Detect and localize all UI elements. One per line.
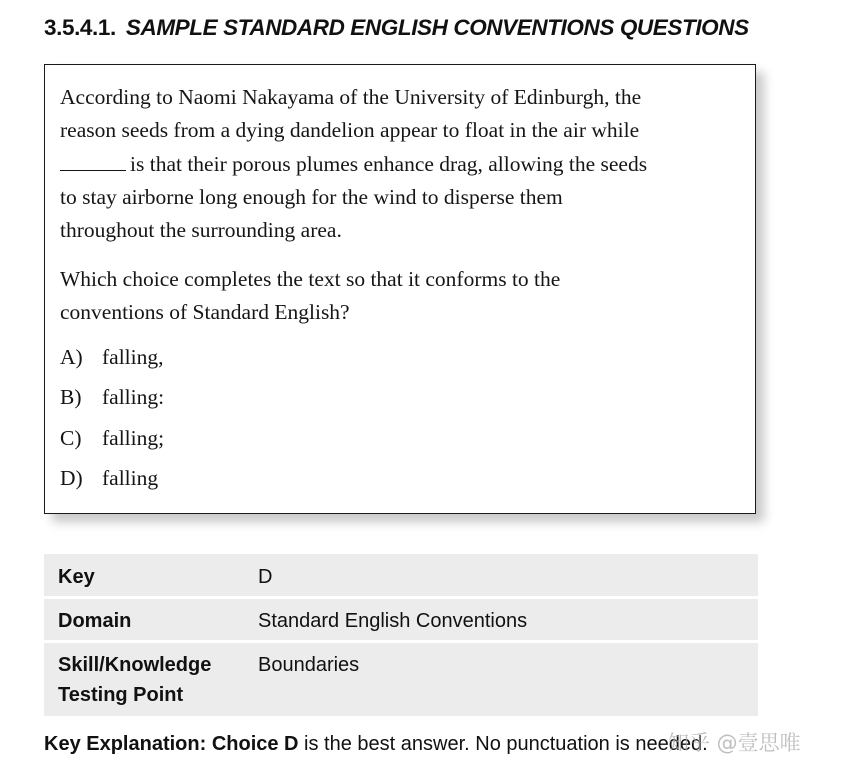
answer-blank	[60, 153, 126, 171]
passage-line-with-blank	[60, 148, 740, 181]
question-passage	[60, 81, 740, 247]
choice-text: falling,	[102, 345, 164, 369]
passage-line: is that their porous plumes enhance drag, allowing the seeds	[130, 151, 648, 176]
key-explanation	[44, 733, 708, 756]
row-label: Testing Point	[58, 684, 184, 706]
choice-c	[60, 426, 164, 451]
row-label: Key	[58, 566, 95, 588]
table-row-skill	[44, 643, 758, 716]
section-heading	[44, 15, 840, 41]
prompt-line: Which choice completes the text so that it conforms to the	[60, 267, 561, 291]
choice-letter: D)	[60, 466, 83, 490]
row-value: Boundaries	[258, 654, 360, 676]
passage-line: throughout the surrounding area.	[60, 218, 342, 243]
choice-d	[60, 466, 158, 491]
table-row-domain	[44, 599, 758, 640]
choice-text: falling:	[102, 385, 165, 409]
row-value: Standard English Conventions	[258, 610, 528, 632]
passage-line: According to Naomi Nakayama of the University of Edinburgh, the	[60, 85, 642, 109]
choice-letter: B)	[60, 385, 82, 409]
choice-text: falling;	[102, 426, 165, 450]
prompt-line: conventions of Standard English?	[60, 300, 350, 325]
table-row-key	[44, 554, 758, 596]
question-prompt	[60, 263, 740, 330]
passage-line: to stay airborne long enough for the wind to disperse them	[60, 184, 563, 209]
choice-a	[60, 345, 164, 370]
explanation-text: is the best answer. No punctuation is needed.	[298, 733, 708, 755]
row-label: Domain	[58, 610, 132, 632]
choice-letter: C)	[60, 426, 82, 450]
choice-b	[60, 385, 164, 410]
section-number: 3.5.4.1.	[44, 15, 116, 40]
choice-text: falling	[102, 466, 159, 490]
row-label: Skill/Knowledge	[58, 654, 212, 676]
watermark: 知乎 @壹思唯	[668, 731, 801, 755]
choice-letter: A)	[60, 345, 83, 369]
row-value: D	[258, 566, 273, 588]
passage-line: reason seeds from a dying dandelion appear to float in the air while	[60, 118, 640, 143]
section-title: SAMPLE STANDARD ENGLISH CONVENTIONS QUESTIONS	[125, 15, 749, 40]
explanation-lead: Key Explanation: Choice D	[44, 733, 299, 755]
question-box	[44, 64, 756, 514]
